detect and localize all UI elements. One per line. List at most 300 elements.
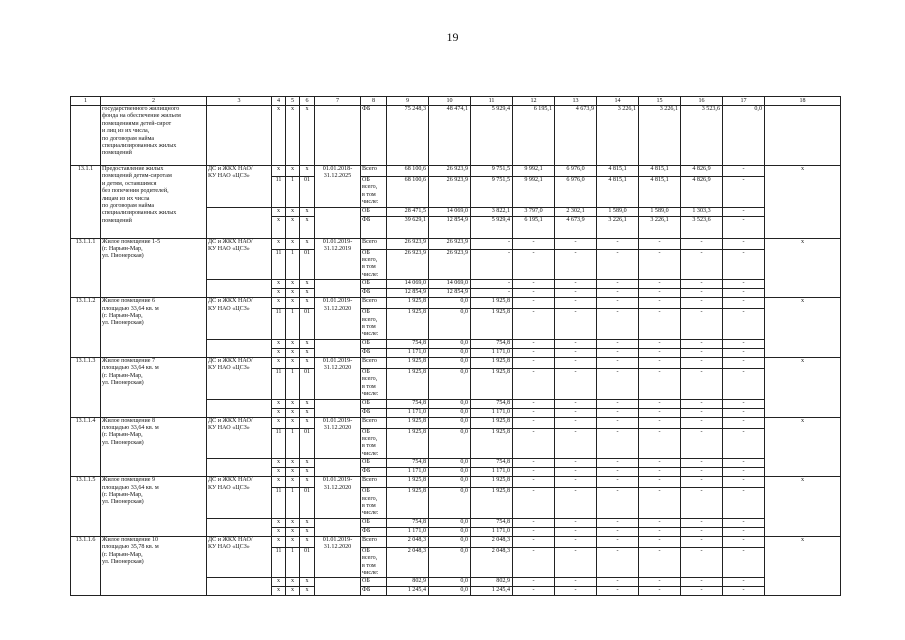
- cell-value: 68 100,6: [387, 166, 429, 177]
- cell-value: -: [513, 527, 555, 536]
- cell-value: -: [555, 309, 597, 340]
- cell-value: -: [555, 578, 597, 587]
- cell-executor: [207, 280, 272, 298]
- cell-value: 754,8: [471, 518, 513, 527]
- cell-value: 0,0: [429, 488, 471, 519]
- cell-value: -: [513, 459, 555, 468]
- header-cell: 15: [639, 97, 681, 106]
- header-cell: 2: [101, 97, 207, 106]
- cell-value: -: [555, 280, 597, 289]
- cell-source: ОБ: [361, 518, 387, 527]
- cell-value: -: [639, 518, 681, 527]
- cell-code-c: х: [300, 459, 315, 468]
- cell-value: 3 226,1: [639, 216, 681, 238]
- cell-value: -: [723, 280, 765, 289]
- cell-value: 12 854,9: [429, 216, 471, 238]
- cell-value: 754,8: [471, 399, 513, 408]
- cell-result: х: [765, 417, 841, 477]
- cell-value: -: [681, 368, 723, 399]
- cell-source: ОБ: [361, 280, 387, 289]
- cell-value: -: [597, 238, 639, 249]
- cell-value: 26 923,9: [429, 177, 471, 208]
- cell-value: 26 923,9: [387, 238, 429, 249]
- cell-period: 01.01.2019- 31.12.2019: [315, 238, 361, 280]
- cell-value: 1 925,8: [387, 298, 429, 309]
- cell-code-a: 11: [272, 488, 286, 519]
- cell-source: Всего: [361, 536, 387, 547]
- cell-value: -: [597, 477, 639, 488]
- header-cell: 9: [387, 97, 429, 106]
- cell-code-a: х: [272, 459, 286, 468]
- cell-value: -: [681, 280, 723, 289]
- cell-source: ОБ всего, в том числе:: [361, 368, 387, 399]
- cell-value: -: [555, 536, 597, 547]
- cell-value: 1 925,8: [471, 309, 513, 340]
- cell-code-c: х: [300, 238, 315, 249]
- cell-code-a: х: [272, 477, 286, 488]
- cell-period: [315, 518, 361, 536]
- cell-value: -: [555, 527, 597, 536]
- cell-executor: ДС и ЖКХ НАО/ КУ НАО «ЦСЗ»: [207, 417, 272, 459]
- cell-value: -: [681, 408, 723, 417]
- cell-value: -: [597, 578, 639, 587]
- cell-value: -: [513, 348, 555, 357]
- cell-value: 5 929,4: [471, 106, 513, 166]
- cell-code-a: х: [272, 518, 286, 527]
- cell-value: -: [597, 547, 639, 578]
- cell-value: -: [681, 238, 723, 249]
- cell-source: ФБ: [361, 106, 387, 166]
- cell-value: -: [639, 468, 681, 477]
- header-cell: 10: [429, 97, 471, 106]
- cell-value: -: [555, 399, 597, 408]
- cell-value: 3 797,0: [513, 207, 555, 216]
- cell-value: 0,0: [429, 348, 471, 357]
- cell-value: 2 048,3: [471, 536, 513, 547]
- cell-value: 4 815,1: [597, 177, 639, 208]
- cell-value: -: [471, 289, 513, 298]
- cell-value: 0,0: [429, 309, 471, 340]
- cell-value: 14 069,0: [387, 280, 429, 289]
- header-row: [71, 97, 841, 106]
- cell-value: 0,0: [429, 368, 471, 399]
- cell-source: ФБ: [361, 408, 387, 417]
- cell-code-c: 01: [300, 488, 315, 519]
- cell-number: 13.1.1: [71, 166, 101, 239]
- cell-value: -: [681, 578, 723, 587]
- cell-number: 13.1.1.5: [71, 477, 101, 537]
- cell-code-b: х: [286, 587, 300, 596]
- cell-code-a: х: [272, 166, 286, 177]
- cell-value: 0,0: [723, 106, 765, 166]
- cell-value: 2 048,3: [471, 547, 513, 578]
- cell-value: 4 815,1: [639, 177, 681, 208]
- cell-code-b: 1: [286, 428, 300, 459]
- cell-value: 9 992,1: [513, 177, 555, 208]
- cell-source: ОБ всего, в том числе:: [361, 177, 387, 208]
- cell-value: -: [723, 249, 765, 280]
- cell-value: 9 751,5: [471, 177, 513, 208]
- cell-code-c: х: [300, 468, 315, 477]
- cell-value: -: [597, 249, 639, 280]
- cell-source: ФБ: [361, 587, 387, 596]
- cell-value: -: [723, 399, 765, 408]
- cell-value: -: [681, 459, 723, 468]
- cell-value: 68 100,6: [387, 177, 429, 208]
- cell-code-c: 01: [300, 177, 315, 208]
- cell-value: 1 925,8: [471, 477, 513, 488]
- cell-value: -: [723, 289, 765, 298]
- cell-value: -: [597, 399, 639, 408]
- cell-value: -: [639, 547, 681, 578]
- cell-value: 1 245,4: [471, 587, 513, 596]
- cell-period: [315, 339, 361, 357]
- cell-value: -: [681, 428, 723, 459]
- cell-value: -: [639, 428, 681, 459]
- cell-source: ОБ всего, в том числе:: [361, 309, 387, 340]
- cell-code-a: х: [272, 357, 286, 368]
- cell-value: -: [723, 547, 765, 578]
- cell-code-b: 1: [286, 309, 300, 340]
- cell-value: -: [681, 468, 723, 477]
- cell-value: 1 925,8: [387, 368, 429, 399]
- cell-executor: ДС и ЖКХ НАО/ КУ НАО «ЦСЗ»: [207, 238, 272, 280]
- cell-value: -: [597, 309, 639, 340]
- cell-code-c: х: [300, 578, 315, 587]
- cell-code-a: 11: [272, 428, 286, 459]
- cell-source: ОБ: [361, 459, 387, 468]
- cell-code-c: х: [300, 280, 315, 289]
- cell-value: 4 826,9: [681, 166, 723, 177]
- cell-code-a: 11: [272, 368, 286, 399]
- cell-value: 48 474,1: [429, 106, 471, 166]
- cell-source: Всего: [361, 298, 387, 309]
- cell-code-a: 11: [272, 249, 286, 280]
- cell-value: 1 925,8: [471, 357, 513, 368]
- cell-value: 6 976,0: [555, 166, 597, 177]
- cell-period: 01.01.2019- 31.12.2020: [315, 298, 361, 340]
- cell-code-b: х: [286, 518, 300, 527]
- cell-value: 0,0: [429, 587, 471, 596]
- cell-value: 26 923,9: [429, 166, 471, 177]
- cell-number: [71, 106, 101, 166]
- cell-value: -: [555, 587, 597, 596]
- header-cell: 7: [315, 97, 361, 106]
- cell-period: [315, 578, 361, 596]
- cell-code-b: х: [286, 578, 300, 587]
- cell-period: [315, 106, 361, 166]
- header-cell: 11: [471, 97, 513, 106]
- header-cell: 8: [361, 97, 387, 106]
- cell-code-b: х: [286, 527, 300, 536]
- header-cell: 12: [513, 97, 555, 106]
- cell-value: 3 523,6: [681, 216, 723, 238]
- cell-executor: [207, 578, 272, 596]
- cell-value: -: [513, 289, 555, 298]
- cell-value: -: [681, 249, 723, 280]
- cell-code-b: 1: [286, 249, 300, 280]
- cell-value: 754,8: [387, 399, 429, 408]
- header-cell: 3: [207, 97, 272, 106]
- cell-value: -: [723, 298, 765, 309]
- cell-code-a: х: [272, 216, 286, 238]
- cell-code-c: 01: [300, 309, 315, 340]
- cell-value: -: [513, 587, 555, 596]
- cell-source: ОБ всего, в том числе:: [361, 547, 387, 578]
- cell-value: 1 925,8: [471, 428, 513, 459]
- cell-code-b: х: [286, 459, 300, 468]
- cell-code-c: 01: [300, 547, 315, 578]
- cell-executor: [207, 459, 272, 477]
- cell-value: -: [597, 587, 639, 596]
- cell-value: -: [723, 408, 765, 417]
- cell-value: -: [639, 357, 681, 368]
- cell-value: 0,0: [429, 468, 471, 477]
- cell-code-c: х: [300, 348, 315, 357]
- cell-code-b: х: [286, 357, 300, 368]
- cell-value: 3 822,1: [471, 207, 513, 216]
- cell-value: -: [471, 280, 513, 289]
- cell-value: -: [723, 348, 765, 357]
- cell-value: -: [597, 459, 639, 468]
- cell-code-c: х: [300, 207, 315, 216]
- cell-code-c: х: [300, 106, 315, 166]
- cell-value: -: [597, 527, 639, 536]
- cell-value: -: [681, 348, 723, 357]
- header-cell: 17: [723, 97, 765, 106]
- cell-value: 0,0: [429, 527, 471, 536]
- cell-value: -: [555, 348, 597, 357]
- cell-code-a: 11: [272, 177, 286, 208]
- cell-value: -: [597, 357, 639, 368]
- cell-value: 2 048,3: [387, 547, 429, 578]
- cell-source: ОБ всего, в том числе:: [361, 428, 387, 459]
- cell-name: Жилое помещение 9 площадью 33,64 кв. м (г. Нарьян-Мар, ул. Пионерская): [101, 477, 207, 537]
- cell-source: ФБ: [361, 216, 387, 238]
- cell-value: 3 226,1: [597, 216, 639, 238]
- cell-code-b: х: [286, 348, 300, 357]
- cell-value: 0,0: [429, 399, 471, 408]
- cell-value: -: [513, 417, 555, 428]
- cell-value: -: [639, 339, 681, 348]
- cell-result: х: [765, 536, 841, 596]
- cell-value: -: [639, 578, 681, 587]
- cell-value: -: [555, 468, 597, 477]
- cell-value: -: [723, 536, 765, 547]
- cell-value: -: [723, 417, 765, 428]
- cell-code-a: х: [272, 207, 286, 216]
- cell-code-b: х: [286, 417, 300, 428]
- table-row: [71, 477, 841, 488]
- cell-code-c: х: [300, 339, 315, 348]
- cell-period: [315, 399, 361, 417]
- cell-code-a: х: [272, 348, 286, 357]
- cell-value: -: [513, 399, 555, 408]
- cell-value: 0,0: [429, 536, 471, 547]
- cell-value: -: [681, 289, 723, 298]
- table-row-continuation: [71, 106, 841, 166]
- cell-code-a: х: [272, 408, 286, 417]
- cell-value: -: [513, 536, 555, 547]
- cell-value: 0,0: [429, 459, 471, 468]
- cell-code-b: х: [286, 216, 300, 238]
- cell-value: -: [555, 518, 597, 527]
- cell-number: 13.1.1.2: [71, 298, 101, 358]
- cell-code-a: х: [272, 578, 286, 587]
- cell-value: -: [597, 339, 639, 348]
- cell-value: -: [681, 488, 723, 519]
- cell-value: -: [639, 238, 681, 249]
- cell-value: 1 171,0: [471, 348, 513, 357]
- cell-code-b: х: [286, 106, 300, 166]
- cell-value: 26 923,9: [429, 238, 471, 249]
- cell-period: [315, 207, 361, 238]
- cell-value: 754,8: [387, 518, 429, 527]
- cell-code-c: х: [300, 477, 315, 488]
- cell-source: Всего: [361, 166, 387, 177]
- cell-value: -: [639, 298, 681, 309]
- cell-value: 5 929,4: [471, 216, 513, 238]
- table-row: [71, 166, 841, 177]
- cell-source: ОБ всего, в том числе:: [361, 249, 387, 280]
- cell-period: 01.01.2019- 31.12.2020: [315, 536, 361, 578]
- cell-value: -: [555, 368, 597, 399]
- cell-value: 26 923,9: [387, 249, 429, 280]
- cell-value: 4 826,9: [681, 177, 723, 208]
- cell-value: 0,0: [429, 298, 471, 309]
- cell-source: ФБ: [361, 468, 387, 477]
- table-row: [71, 238, 841, 249]
- cell-value: -: [597, 280, 639, 289]
- cell-value: -: [639, 408, 681, 417]
- cell-source: ОБ: [361, 578, 387, 587]
- cell-value: 0,0: [429, 339, 471, 348]
- cell-value: -: [639, 477, 681, 488]
- cell-code-b: х: [286, 408, 300, 417]
- cell-value: 1 925,8: [387, 357, 429, 368]
- cell-value: -: [513, 249, 555, 280]
- cell-value: -: [555, 417, 597, 428]
- cell-value: -: [513, 339, 555, 348]
- cell-value: 4 815,1: [597, 166, 639, 177]
- cell-value: -: [639, 488, 681, 519]
- cell-value: -: [555, 238, 597, 249]
- cell-value: -: [555, 298, 597, 309]
- cell-value: -: [639, 348, 681, 357]
- cell-code-b: 1: [286, 488, 300, 519]
- cell-value: 12 854,9: [429, 289, 471, 298]
- cell-value: -: [681, 399, 723, 408]
- cell-value: -: [513, 547, 555, 578]
- cell-value: -: [513, 518, 555, 527]
- cell-code-c: х: [300, 289, 315, 298]
- cell-value: 1 171,0: [471, 468, 513, 477]
- cell-source: Всего: [361, 417, 387, 428]
- cell-code-b: х: [286, 339, 300, 348]
- cell-code-a: х: [272, 238, 286, 249]
- program-table: [70, 96, 841, 596]
- cell-source: ОБ всего, в том числе:: [361, 488, 387, 519]
- cell-code-a: х: [272, 536, 286, 547]
- cell-source: Всего: [361, 477, 387, 488]
- cell-value: -: [513, 578, 555, 587]
- cell-executor: [207, 339, 272, 357]
- cell-executor: ДС и ЖКХ НАО/ КУ НАО «ЦСЗ»: [207, 536, 272, 578]
- cell-value: 1 925,8: [387, 417, 429, 428]
- cell-value: 0,0: [429, 357, 471, 368]
- cell-value: -: [555, 289, 597, 298]
- cell-value: 2 302,1: [555, 207, 597, 216]
- cell-value: -: [723, 166, 765, 177]
- cell-code-a: х: [272, 339, 286, 348]
- cell-code-a: х: [272, 468, 286, 477]
- cell-number: 13.1.1.4: [71, 417, 101, 477]
- cell-value: 1 171,0: [471, 408, 513, 417]
- cell-value: 802,9: [387, 578, 429, 587]
- cell-value: -: [639, 536, 681, 547]
- cell-code-a: х: [272, 399, 286, 408]
- cell-value: -: [723, 428, 765, 459]
- cell-code-b: х: [286, 238, 300, 249]
- cell-value: 75 248,3: [387, 106, 429, 166]
- cell-value: -: [597, 536, 639, 547]
- cell-value: -: [513, 280, 555, 289]
- cell-value: 0,0: [429, 428, 471, 459]
- cell-period: 01.01.2018- 31.12.2025: [315, 166, 361, 208]
- cell-name: Жилое помещение 6 площадью 33,64 кв. м (г. Нарьян-Мар, ул. Пионерская): [101, 298, 207, 358]
- cell-value: -: [681, 527, 723, 536]
- cell-value: -: [723, 578, 765, 587]
- cell-name: Жилое помещение 1-5 (г. Нарьян-Мар, ул. Пионерская): [101, 238, 207, 298]
- cell-value: -: [597, 488, 639, 519]
- cell-name: государственного жилищного фонда на обеспечение жильем помещениями детей-сирот и лиц из их числа, по договорам найма специализированных жилых помещений: [101, 106, 207, 166]
- cell-code-b: х: [286, 166, 300, 177]
- cell-value: 754,8: [471, 339, 513, 348]
- cell-period: [315, 280, 361, 298]
- cell-value: 1 589,0: [639, 207, 681, 216]
- header-cell: 18: [765, 97, 841, 106]
- cell-result: х: [765, 166, 841, 239]
- cell-code-c: 01: [300, 249, 315, 280]
- cell-source: ОБ: [361, 207, 387, 216]
- cell-value: -: [723, 488, 765, 519]
- cell-value: 4 815,1: [639, 166, 681, 177]
- cell-value: 9 992,1: [513, 166, 555, 177]
- cell-code-a: х: [272, 298, 286, 309]
- cell-value: -: [723, 177, 765, 208]
- cell-value: -: [639, 289, 681, 298]
- cell-value: -: [513, 368, 555, 399]
- header-cell: 13: [555, 97, 597, 106]
- cell-value: -: [597, 348, 639, 357]
- header-cell: 16: [681, 97, 723, 106]
- cell-code-b: 1: [286, 177, 300, 208]
- cell-value: 39 629,1: [387, 216, 429, 238]
- cell-value: 6 976,0: [555, 177, 597, 208]
- cell-value: -: [555, 459, 597, 468]
- cell-value: 1 245,4: [387, 587, 429, 596]
- cell-executor: ДС и ЖКХ НАО/ КУ НАО «ЦСЗ»: [207, 166, 272, 208]
- table-row: [71, 357, 841, 368]
- cell-value: -: [555, 408, 597, 417]
- cell-value: 0,0: [429, 408, 471, 417]
- cell-value: -: [597, 468, 639, 477]
- cell-executor: ДС и ЖКХ НАО/ КУ НАО «ЦСЗ»: [207, 298, 272, 340]
- cell-value: -: [681, 298, 723, 309]
- cell-value: -: [639, 280, 681, 289]
- cell-value: -: [597, 408, 639, 417]
- cell-value: -: [513, 309, 555, 340]
